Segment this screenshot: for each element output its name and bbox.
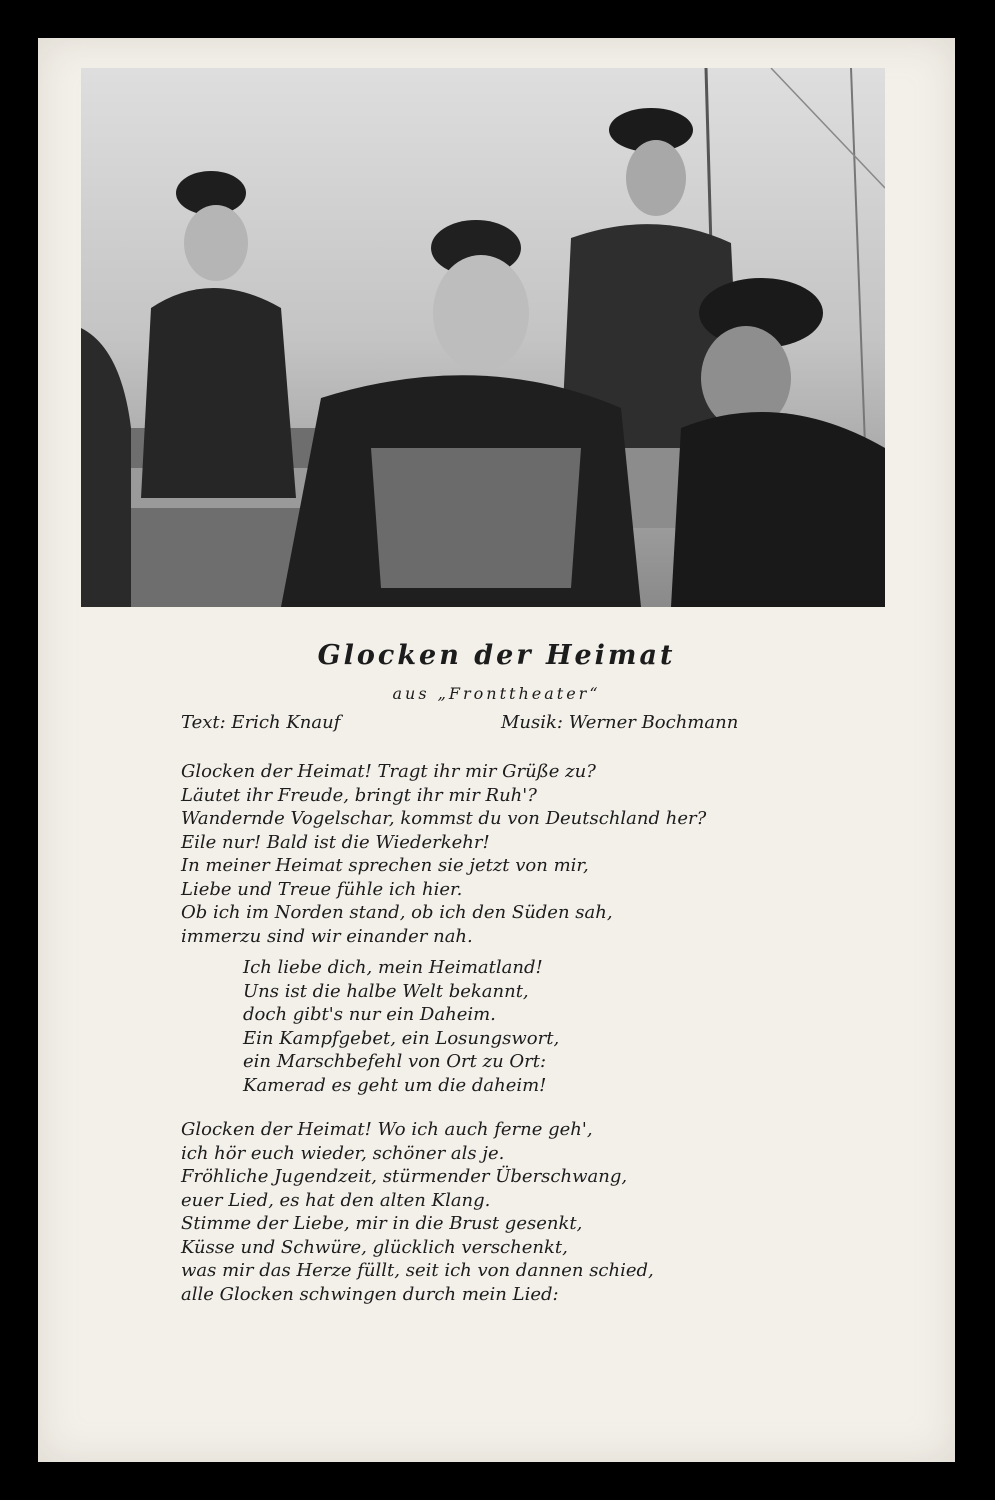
lyric-line: alle Glocken schwingen durch mein Lied: — [181, 1283, 559, 1305]
verse-1 — [181, 760, 706, 948]
photo-of-sailors — [81, 68, 885, 607]
lyric-line: Fröhliche Jugendzeit, stürmender Überschwang, — [181, 1166, 628, 1187]
music-credit: Musik: Werner Bochmann — [501, 712, 739, 733]
song-title: Glocken der Heimat — [317, 640, 676, 671]
lyric-line: Läutet ihr Freude, bringt ihr mir Ruh'? — [181, 784, 537, 806]
lyric-line: In meiner Heimat sprechen sie jetzt von mir, — [181, 855, 589, 876]
credits — [181, 712, 861, 733]
lyric-line: Glocken der Heimat! Wo ich auch ferne geh', — [181, 1119, 593, 1140]
lyric-line: Wandernde Vogelschar, kommst du von Deutschland her? — [181, 808, 707, 829]
lyric-line: immerzu sind wir einander nah. — [181, 925, 473, 947]
song-source: aus „Fronttheater“ — [392, 684, 601, 703]
lyric-line: Ob ich im Norden stand, ob ich den Süden sah, — [181, 902, 613, 923]
lyric-line: Stimme der Liebe, mir in die Brust gesenkt, — [181, 1213, 583, 1234]
postcard — [38, 38, 955, 1462]
lyric-line: doch gibt's nur ein Daheim. — [243, 1004, 496, 1025]
lyric-line: Glocken der Heimat! Tragt ihr mir Grüße zu? — [181, 761, 596, 782]
lyric-line: Kamerad es geht um die daheim! — [243, 1074, 547, 1096]
lyric-line: Ein Kampfgebet, ein Losungswort, — [243, 1027, 560, 1049]
photo-illustration — [81, 68, 885, 607]
text-credit: Text: Erich Knauf — [181, 712, 341, 733]
lyric-line: Liebe und Treue fühle ich hier. — [181, 878, 463, 900]
lyric-line: was mir das Herze füllt, seit ich von dannen schied, — [181, 1260, 654, 1281]
lyric-line: ich hör euch wieder, schöner als je. — [181, 1142, 505, 1164]
lyric-line: Eile nur! Bald ist die Wiederkehr! — [181, 831, 490, 853]
lyric-line: Uns ist die halbe Welt bekannt, — [243, 980, 529, 1002]
verse-2 — [181, 1118, 654, 1306]
lyric-line: euer Lied, es hat den alten Klang. — [181, 1189, 491, 1211]
lyric-line: Küsse und Schwüre, glücklich verschenkt, — [181, 1236, 568, 1258]
chorus — [243, 956, 559, 1097]
lyric-line: Ich liebe dich, mein Heimatland! — [243, 957, 543, 978]
lyric-line: ein Marschbefehl von Ort zu Ort: — [243, 1051, 547, 1072]
